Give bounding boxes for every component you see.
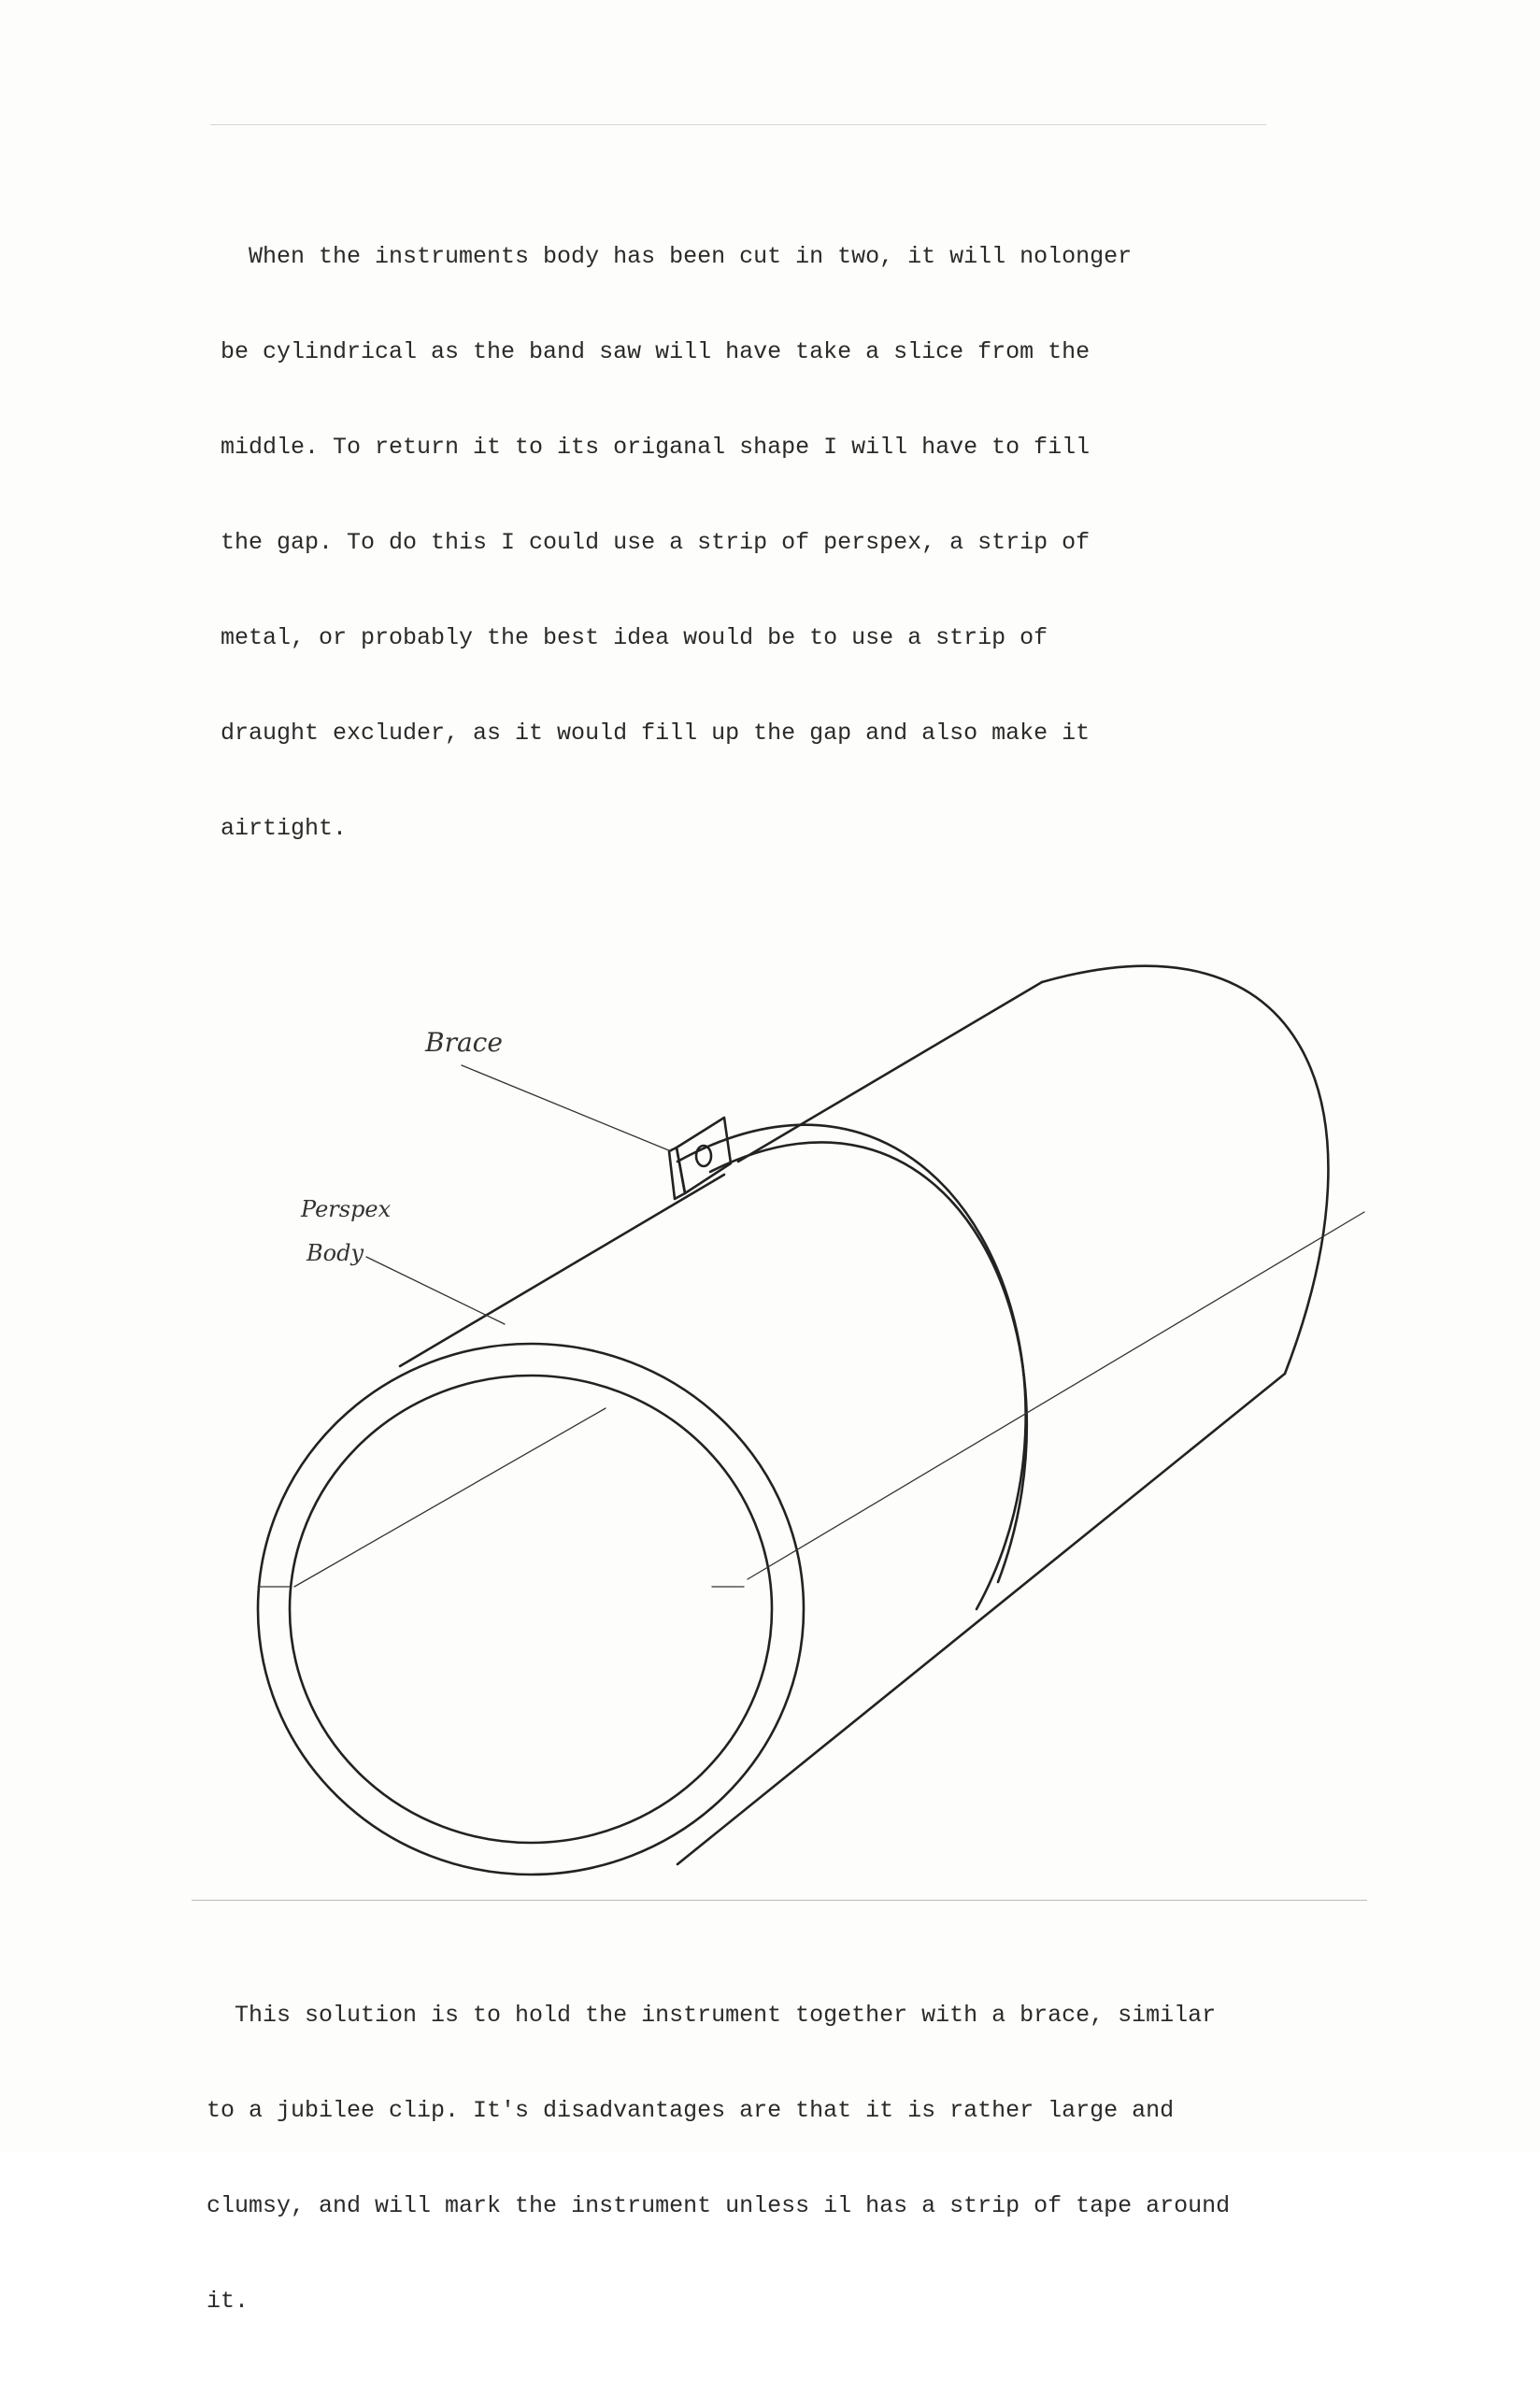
top-silhouette [400, 1175, 724, 1366]
centre-line-inner [294, 1408, 606, 1587]
front-rim-outer [258, 1344, 804, 1875]
paragraph-line: to a jubilee clip. It's disadvantages are that it is rather large and [207, 2097, 1175, 2124]
paragraph-line: clumsy, and will mark the instrument unless il has a strip of tape around [207, 2192, 1231, 2219]
top-silhouette-far [738, 982, 1042, 1162]
brace-tab [677, 1118, 731, 1193]
perspex-label: Perspex [301, 1196, 392, 1222]
front-rim-inner [290, 1376, 772, 1843]
brace-tab-side [669, 1148, 685, 1199]
brace-band-inner [710, 1142, 1027, 1582]
paragraph-line: draught excluder, as it would fill up the gap and also make it [221, 720, 1091, 747]
paragraph-line: When the instruments body has been cut in two, it will nolonger [221, 243, 1133, 270]
perspex-leader-line [366, 1257, 505, 1324]
paragraph-line: it. [207, 2288, 250, 2315]
bottom-silhouette [677, 1374, 1285, 1864]
paragraph-line: airtight. [221, 815, 348, 842]
body-label: Body [307, 1240, 364, 1266]
brace-band-outer [677, 1125, 1026, 1609]
centre-line-outer [748, 1212, 1364, 1579]
paragraph-line: metal, or probably the best idea would be to use a strip of [221, 624, 1048, 651]
paragraph-line: be cylindrical as the band saw will have take a slice from the [221, 338, 1091, 365]
paragraph-line: This solution is to hold the instrument together with a brace, similar [207, 2002, 1217, 2029]
solution-paragraph [207, 1936, 1230, 2381]
far-end-arc [1042, 966, 1328, 1374]
paragraph-line: middle. To return it to its origanal shape I will have to fill [221, 434, 1091, 461]
paragraph-line: the gap. To do this I could use a strip of perspex, a strip of [221, 529, 1091, 556]
brace-label: Brace [425, 1027, 503, 1058]
bottom-divider [192, 1900, 1367, 1901]
brace-leader-line [462, 1065, 671, 1151]
